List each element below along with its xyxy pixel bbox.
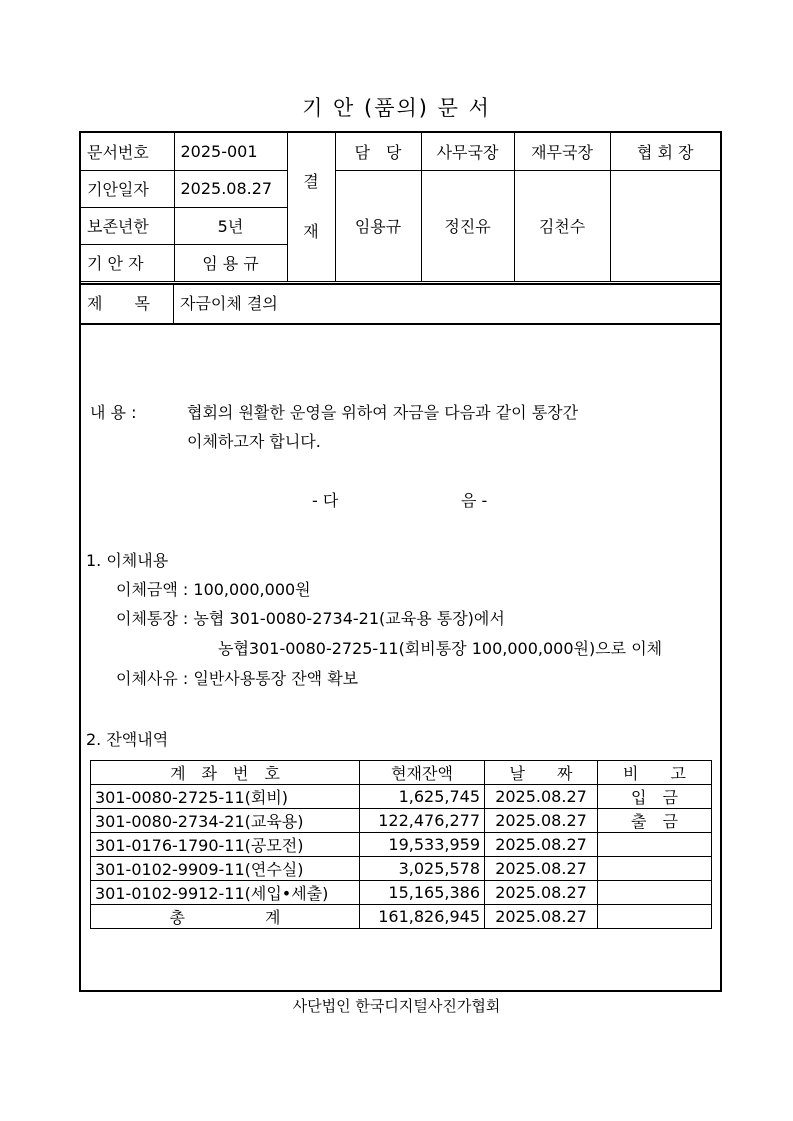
date-cell: 2025.08.27 <box>485 785 598 809</box>
section-2-heading: 2. 잔액내역 <box>86 730 169 749</box>
approval-label-1: 결 <box>303 171 319 191</box>
date-cell: 2025.08.27 <box>485 809 598 833</box>
table-row <box>91 857 712 881</box>
date-cell: 2025.08.27 <box>485 857 598 881</box>
note-cell: 입 금 <box>598 785 712 809</box>
role-president: 협 회 장 <box>610 133 720 170</box>
subject-row <box>81 283 720 325</box>
retention-label: 보존년한 <box>81 207 174 244</box>
role-manager: 담 당 <box>335 133 421 170</box>
header-table <box>81 133 720 282</box>
total-row <box>91 905 712 929</box>
content-line-1: 협회의 원활한 운영을 위하여 자금을 다음과 같이 통장간 <box>187 403 579 422</box>
transfer-reason: 이체사유 : 일반사용통장 잔액 확보 <box>116 669 359 688</box>
document-frame <box>79 131 722 992</box>
content-line-2: 이체하고자 합니다. <box>187 432 321 451</box>
account-cell: 301-0176-1790-11(공모전) <box>91 833 360 857</box>
table-row <box>91 881 712 905</box>
balance-cell: 122,476,277 <box>360 809 485 833</box>
content-label: 내 용 : <box>90 403 137 422</box>
signer-president <box>610 170 720 281</box>
transfer-account-line-2: 농협301-0080-2725-11(회비통장 100,000,000원)으로 이체 <box>218 639 663 658</box>
da-left: - 다 <box>312 491 339 510</box>
signer-manager: 임용규 <box>335 170 421 281</box>
table-row <box>91 809 712 833</box>
role-secretary-general: 사무국장 <box>421 133 514 170</box>
table-row <box>91 785 712 809</box>
doc-no-value: 2025-001 <box>174 133 287 170</box>
account-cell: 301-0080-2725-11(회비) <box>91 785 360 809</box>
signer-finance-director: 김천수 <box>514 170 610 281</box>
header-balance: 현재잔액 <box>360 761 485 785</box>
organization-footer: 사단법인 한국디지털사진가협회 <box>292 997 501 1015</box>
date-cell: 2025.08.27 <box>485 833 598 857</box>
table-row <box>91 833 712 857</box>
balance-cell: 1,625,745 <box>360 785 485 809</box>
total-date: 2025.08.27 <box>485 905 598 929</box>
doc-no-label: 문서번호 <box>81 133 174 170</box>
header-note: 비 고 <box>598 761 712 785</box>
balance-table <box>90 760 712 929</box>
total-note <box>598 905 712 929</box>
note-cell: 출 금 <box>598 809 712 833</box>
subject-value: 자금이체 결의 <box>180 294 278 313</box>
approval-label <box>287 133 335 281</box>
balance-cell: 15,165,386 <box>360 881 485 905</box>
note-cell <box>598 857 712 881</box>
account-cell: 301-0080-2734-21(교육용) <box>91 809 360 833</box>
account-cell: 301-0102-9909-11(연수실) <box>91 857 360 881</box>
balance-table-header <box>91 761 712 785</box>
date-label: 기안일자 <box>81 170 174 207</box>
drafter-label: 기 안 자 <box>81 244 174 281</box>
role-finance-director: 재무국장 <box>514 133 610 170</box>
approval-label-2: 재 <box>303 221 319 241</box>
transfer-amount: 이체금액 : 100,000,000원 <box>116 580 311 599</box>
drafter-value: 임 용 규 <box>174 244 287 281</box>
subject-label: 제 목 <box>81 285 174 323</box>
balance-cell: 3,025,578 <box>360 857 485 881</box>
date-cell: 2025.08.27 <box>485 881 598 905</box>
document-title: 기 안 (품의) 문 서 <box>302 96 491 120</box>
transfer-account: 이체통장 : 농협 301-0080-2734-21(교육용 통장)에서 <box>116 609 505 628</box>
total-label: 총 계 <box>91 905 360 929</box>
header-account: 계 좌 번 호 <box>91 761 360 785</box>
date-value: 2025.08.27 <box>174 170 287 207</box>
total-balance: 161,826,945 <box>360 905 485 929</box>
retention-value: 5년 <box>174 207 287 244</box>
header-date: 날 짜 <box>485 761 598 785</box>
note-cell <box>598 833 712 857</box>
balance-cell: 19,533,959 <box>360 833 485 857</box>
signer-secretary-general: 정진유 <box>421 170 514 281</box>
da-right: 음 - <box>461 491 488 510</box>
section-1-heading: 1. 이체내용 <box>86 551 169 570</box>
account-cell: 301-0102-9912-11(세입•세출) <box>91 881 360 905</box>
note-cell <box>598 881 712 905</box>
